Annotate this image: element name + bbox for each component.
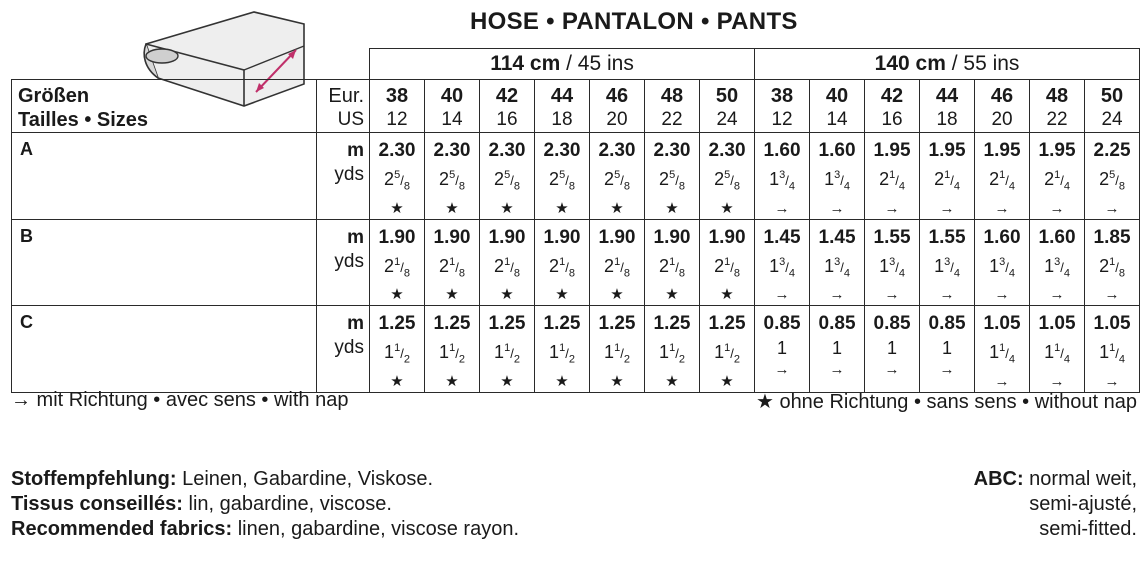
size-col: 50 24: [1085, 80, 1140, 133]
yardage-cell: [1030, 133, 1085, 220]
nap-symbol-icon: ★: [665, 199, 679, 217]
fabric-line-en: Recommended fabrics: linen, gabardine, viscose rayon.: [11, 518, 520, 540]
yards-value: $2^1/_8$: [384, 255, 410, 280]
yardage-cell: [810, 133, 865, 220]
yardage-cell: [975, 133, 1030, 220]
meters-value: 1.95: [983, 140, 1021, 161]
meters-value: 1.25: [433, 313, 471, 335]
meters-value: 2.30: [488, 140, 526, 161]
nap-symbol-icon: ★: [610, 286, 624, 304]
view-label: A: [12, 133, 317, 220]
meters-value: 1.55: [928, 226, 966, 248]
yards-value: 1: [887, 338, 898, 359]
view-label: C: [12, 306, 317, 393]
yards-value: $1^3/_4$: [824, 255, 850, 280]
yards-value: $2^5/_8$: [1099, 169, 1125, 193]
yardage-cell: [920, 219, 975, 306]
yardage-cell: [755, 306, 810, 393]
meters-value: 1.60: [1038, 226, 1076, 248]
nap-symbol-icon: ★: [720, 372, 734, 390]
size-col: 42 16: [865, 80, 920, 133]
meters-value: 0.85: [763, 313, 801, 335]
legend-with-nap: → mit Richtung • avec sens • with nap: [11, 389, 349, 411]
nap-symbol-icon: →: [774, 286, 790, 304]
meters-value: 1.45: [763, 226, 801, 248]
size-col: 40 14: [425, 80, 480, 133]
size-col: 42 16: [480, 80, 535, 133]
yardage-cell: [645, 306, 700, 393]
yardage-cell: [865, 219, 920, 306]
nap-symbol-icon: ★: [555, 372, 569, 390]
yards-value: $2^1/_8$: [604, 255, 630, 280]
nap-symbol-icon: ★: [555, 286, 569, 304]
meters-value: 2.30: [543, 140, 581, 161]
yardage-cell: [645, 133, 700, 220]
meters-value: 1.60: [763, 140, 801, 161]
yardage-cell: [865, 133, 920, 220]
yards-value: 1: [777, 338, 788, 359]
nap-symbol-icon: ★: [720, 199, 734, 217]
yardage-cell: [700, 306, 755, 393]
meters-value: 1.95: [928, 140, 966, 161]
meters-value: 2.30: [653, 140, 691, 161]
meters-value: 1.90: [598, 226, 636, 248]
yards-value: $1^1/_2$: [549, 342, 575, 366]
yards-value: $2^1/_4$: [934, 169, 960, 193]
unit-cell: m yds: [317, 306, 370, 393]
meters-value: 1.90: [488, 226, 526, 248]
yards-value: 1: [832, 338, 843, 359]
meters-value: 1.55: [873, 226, 911, 248]
yardage-cell: [975, 306, 1030, 393]
meters-value: 1.25: [378, 313, 416, 335]
nap-symbol-icon: ★: [500, 372, 514, 390]
fabric-line-fr: Tissus conseillés: lin, gabardine, viscose.: [11, 493, 392, 515]
view-row-b: [12, 219, 1140, 306]
nap-symbol-icon: →: [884, 286, 900, 304]
nap-symbol-icon: →: [1049, 286, 1065, 304]
yards-value: $2^1/_4$: [879, 169, 905, 193]
yards-value: $2^1/_8$: [1099, 255, 1125, 280]
meters-value: 0.85: [873, 313, 911, 335]
meters-value: 1.95: [1038, 140, 1076, 161]
nap-symbol-icon: →: [829, 286, 845, 304]
yards-value: $1^3/_4$: [769, 255, 795, 280]
recommended-fabrics: [11, 467, 519, 542]
nap-symbol-icon: →: [939, 361, 955, 379]
size-col: 38 12: [755, 80, 810, 133]
yards-value: $1^1/_4$: [1099, 342, 1125, 366]
nap-symbol-icon: →: [774, 199, 790, 217]
fabric-line-de: Stoffempfehlung: Leinen, Gabardine, Viskose.: [11, 468, 433, 490]
nap-symbol-icon: →: [939, 199, 955, 217]
yardage-cell: [480, 133, 535, 220]
size-header-row: [12, 80, 1140, 133]
meters-value: 1.25: [598, 313, 636, 335]
yards-value: $2^5/_8$: [384, 169, 410, 193]
size-col: 48 22: [645, 80, 700, 133]
meters-value: 1.95: [873, 140, 911, 161]
yards-value: $1^1/_2$: [604, 342, 630, 366]
nap-symbol-icon: →: [1104, 372, 1120, 390]
nap-symbol-icon: ★: [390, 372, 404, 390]
yardage-cell: [425, 219, 480, 306]
meters-value: 0.85: [928, 313, 966, 335]
yardage-cell: [810, 219, 865, 306]
size-col: 44 18: [920, 80, 975, 133]
yards-value: $1^3/_4$: [824, 169, 850, 193]
yards-value: $2^1/_8$: [549, 255, 575, 280]
nap-symbol-icon: ★: [720, 286, 734, 304]
yards-value: 1: [942, 338, 953, 359]
nap-symbol-icon: →: [1049, 372, 1065, 390]
yards-value: $1^3/_4$: [934, 255, 960, 280]
nap-symbol-icon: ★: [500, 199, 514, 217]
nap-symbol-icon: →: [939, 286, 955, 304]
yardage-cell: [1085, 133, 1140, 220]
yards-value: $2^1/_8$: [659, 255, 685, 280]
yards-value: $2^1/_8$: [494, 255, 520, 280]
yardage-cell: [535, 306, 590, 393]
nap-symbol-icon: ★: [390, 286, 404, 304]
yards-value: $1^1/_2$: [714, 342, 740, 366]
meters-value: 2.30: [708, 140, 746, 161]
nap-symbol-icon: →: [884, 199, 900, 217]
nap-symbol-icon: ★: [610, 372, 624, 390]
nap-symbol-icon: ★: [665, 286, 679, 304]
yardage-cell: [865, 306, 920, 393]
nap-symbol-icon: →: [884, 361, 900, 379]
chart-title: HOSE • PANTALON • PANTS: [470, 8, 798, 35]
yardage-table: [11, 48, 1140, 393]
yardage-cell: [370, 219, 425, 306]
nap-symbol-icon: →: [829, 199, 845, 217]
yardage-cell: [645, 219, 700, 306]
nap-symbol-icon: →: [774, 361, 790, 379]
meters-value: 1.90: [433, 226, 471, 248]
meters-value: 1.25: [488, 313, 526, 335]
nap-symbol-icon: →: [994, 199, 1010, 217]
meters-value: 1.05: [983, 313, 1021, 335]
meters-value: 2.30: [378, 140, 416, 161]
yards-value: $1^1/_2$: [384, 342, 410, 366]
nap-symbol-icon: →: [829, 361, 845, 379]
meters-value: 1.85: [1093, 226, 1131, 248]
nap-symbol-icon: ★: [445, 372, 459, 390]
yardage-cell: [975, 219, 1030, 306]
unit-cell: m yds: [317, 133, 370, 220]
width-140-header: 140 cm / 55 ins: [755, 49, 1140, 80]
yardage-cell: [370, 306, 425, 393]
size-system-label: Eur. US: [317, 80, 370, 133]
size-col: 46 20: [590, 80, 645, 133]
corner-cell: [12, 49, 370, 80]
yards-value: $2^5/_8$: [494, 169, 520, 193]
yardage-cell: [1085, 219, 1140, 306]
nap-symbol-icon: →: [1049, 199, 1065, 217]
meters-value: 1.25: [543, 313, 581, 335]
unit-cell: m yds: [317, 219, 370, 306]
size-label: Größen Tailles • Sizes: [12, 80, 317, 133]
yardage-cell: [535, 133, 590, 220]
yards-value: $2^5/_8$: [604, 169, 630, 193]
meters-value: 1.05: [1093, 313, 1131, 335]
yards-value: $1^3/_4$: [769, 169, 795, 193]
nap-symbol-icon: →: [1104, 286, 1120, 304]
meters-value: 1.25: [708, 313, 746, 335]
yards-value: $1^1/_2$: [659, 342, 685, 366]
size-col: 46 20: [975, 80, 1030, 133]
nap-symbol-icon: ★: [665, 372, 679, 390]
view-label: B: [12, 219, 317, 306]
size-col: 40 14: [810, 80, 865, 133]
yardage-cell: [480, 306, 535, 393]
yardage-cell: [700, 133, 755, 220]
width-header-row: [12, 49, 1140, 80]
yardage-cell: [755, 219, 810, 306]
size-col: 48 22: [1030, 80, 1085, 133]
meters-value: 1.90: [653, 226, 691, 248]
nap-symbol-icon: →: [1104, 199, 1120, 217]
yards-value: $1^1/_4$: [989, 342, 1015, 366]
meters-value: 1.90: [378, 226, 416, 248]
nap-symbol-icon: ★: [500, 286, 514, 304]
yardage-cell: [480, 219, 535, 306]
yardage-cell: [590, 219, 645, 306]
meters-value: 2.30: [598, 140, 636, 161]
nap-symbol-icon: ★: [445, 199, 459, 217]
meters-value: 1.45: [818, 226, 856, 248]
size-col: 38 12: [370, 80, 425, 133]
yardage-cell: [1085, 306, 1140, 393]
view-row-a: [12, 133, 1140, 220]
meters-value: 2.30: [433, 140, 471, 161]
yardage-cell: [590, 133, 645, 220]
meters-value: 0.85: [818, 313, 856, 335]
size-col: 50 24: [700, 80, 755, 133]
meters-value: 1.90: [708, 226, 746, 248]
nap-symbol-icon: ★: [555, 199, 569, 217]
yardage-cell: [700, 219, 755, 306]
meters-value: 2.25: [1093, 140, 1131, 161]
yardage-cell: [590, 306, 645, 393]
yardage-cell: [1030, 219, 1085, 306]
yards-value: $1^1/_2$: [494, 342, 520, 366]
yardage-cell: [425, 133, 480, 220]
meters-value: 1.25: [653, 313, 691, 335]
fit-description: ABC: normal weit, semi-ajusté, semi-fitted.: [973, 468, 1137, 540]
yardage-cell: [535, 219, 590, 306]
yards-value: $2^1/_4$: [989, 169, 1015, 193]
view-row-c: [12, 306, 1140, 393]
size-col: 44 18: [535, 80, 590, 133]
meters-value: 1.60: [818, 140, 856, 161]
legend-without-nap: ★ ohne Richtung • sans sens • without nap: [755, 391, 1137, 413]
nap-symbol-icon: ★: [610, 199, 624, 217]
yards-value: $1^3/_4$: [879, 255, 905, 280]
yards-value: $2^5/_8$: [549, 169, 575, 193]
yardage-cell: [920, 133, 975, 220]
yardage-cell: [1030, 306, 1085, 393]
nap-symbol-icon: ★: [445, 286, 459, 304]
yards-value: $2^5/_8$: [439, 169, 465, 193]
yards-value: $2^1/_4$: [1044, 169, 1070, 193]
yards-value: $2^1/_8$: [439, 255, 465, 280]
meters-value: 1.90: [543, 226, 581, 248]
meters-value: 1.60: [983, 226, 1021, 248]
nap-symbol-icon: ★: [390, 199, 404, 217]
meters-value: 1.05: [1038, 313, 1076, 335]
width-114-header: 114 cm / 45 ins: [370, 49, 755, 80]
nap-symbol-icon: →: [994, 286, 1010, 304]
yardage-cell: [425, 306, 480, 393]
yards-value: $2^5/_8$: [714, 169, 740, 193]
yards-value: $1^3/_4$: [1044, 255, 1070, 280]
yards-value: $1^1/_4$: [1044, 342, 1070, 366]
yardage-cell: [755, 133, 810, 220]
yards-value: $1^1/_2$: [439, 342, 465, 366]
yards-value: $2^1/_8$: [714, 255, 740, 280]
yardage-cell: [370, 133, 425, 220]
yards-value: $2^5/_8$: [659, 169, 685, 193]
yardage-cell: [920, 306, 975, 393]
yards-value: $1^3/_4$: [989, 255, 1015, 280]
nap-symbol-icon: →: [994, 372, 1010, 390]
yardage-cell: [810, 306, 865, 393]
